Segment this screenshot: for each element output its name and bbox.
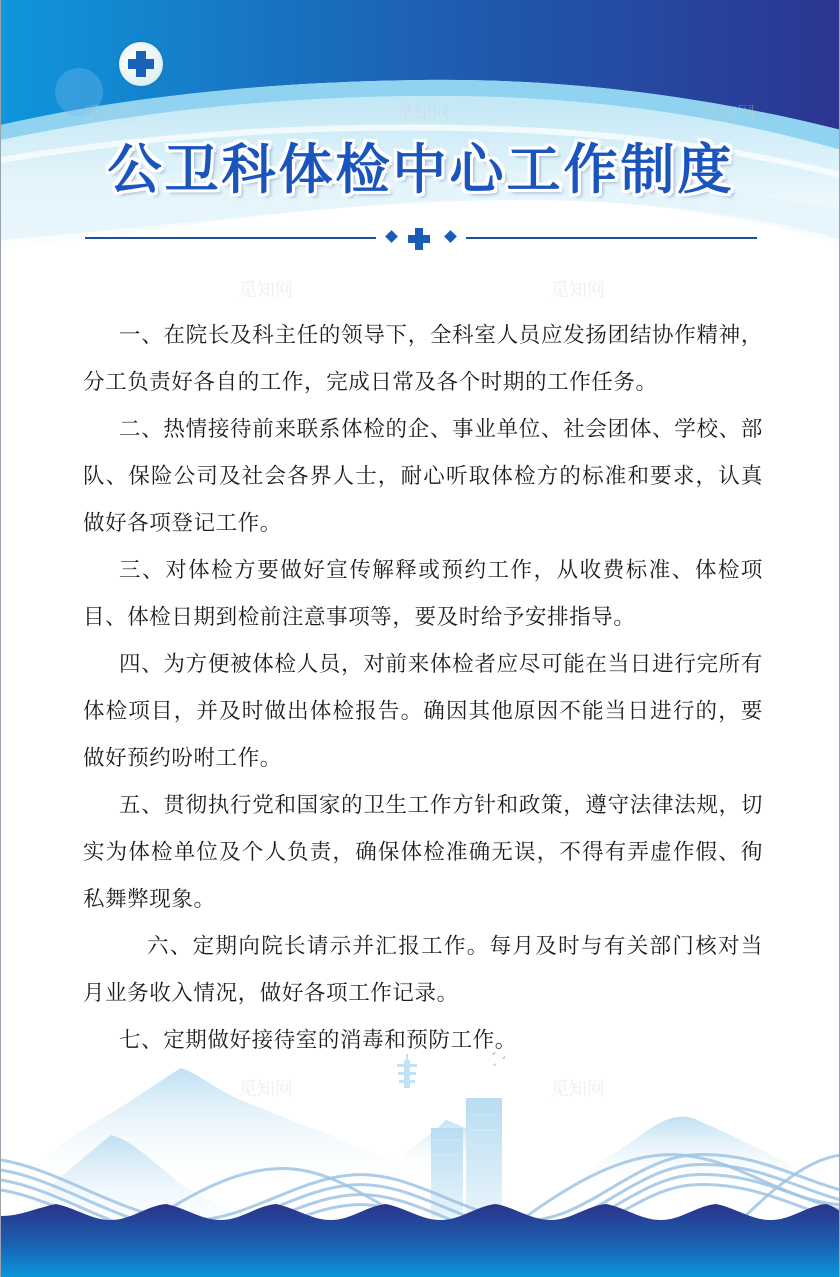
rule-item-6: 六、定期向院长请示并汇报工作。每月及时与有关部门核对当月业务收入情况，做好各项工作记录。: [83, 934, 763, 1006]
rule-item-1: 一、在院长及科主任的领导下，全科室人员应发扬团结协作精神，分工负责好各自的工作，完成日常及各个时期的工作任务。: [83, 323, 763, 395]
rule-item-3: 三、对体检方要做好宣传解释或预约工作，从收费标准、体检项目、体检日期到检前注意事项等，要及时给予安排指导。: [83, 558, 763, 630]
rule-item-7: 七、定期做好接待室的消毒和预防工作。: [119, 1028, 517, 1053]
divider-line-left: [85, 237, 376, 239]
title-divider: [85, 228, 757, 248]
watermark: 觅知网: [551, 1079, 605, 1100]
page-title: 公卫科体检中心工作制度: [107, 138, 735, 201]
rule-item-4: 四、为方便被体检人员，对前来体检者应尽可能在当日进行完所有体检项目，并及时做出体检报告。确因其他原因不能当日进行的，要做好预约吩咐工作。: [83, 652, 763, 771]
watermark: 觅知网: [239, 280, 293, 301]
footer-landscape: [1, 1040, 840, 1277]
watermark: 觅知网: [396, 104, 450, 125]
diamond-icon: [444, 230, 457, 243]
medical-cross-badge-icon: [119, 42, 163, 86]
watermark: 觅知网: [551, 280, 605, 301]
divider-line-right: [466, 237, 757, 239]
rule-item-2: 二、热情接待前来联系体检的企、事业单位、社会团体、学校、部队、保险公司及社会各界人士，耐心听取体检方的标准和要求，认真做好各项登记工作。: [83, 417, 763, 536]
rule-item-5: 五、贯彻执行党和国家的卫生工作方针和政策，遵守法律法规，切实为体检单位及个人负责，确保体检准确无误，不得有弄虚作假、徇私舞弊现象。: [83, 793, 763, 912]
watermark: 觅知网: [83, 104, 137, 125]
watermark: 觅知网: [701, 104, 755, 125]
watermark: 觅知网: [239, 1079, 293, 1100]
rules-list: [83, 312, 763, 1064]
diamond-icon: [385, 230, 398, 243]
ghost-circle-decoration: [55, 68, 103, 116]
